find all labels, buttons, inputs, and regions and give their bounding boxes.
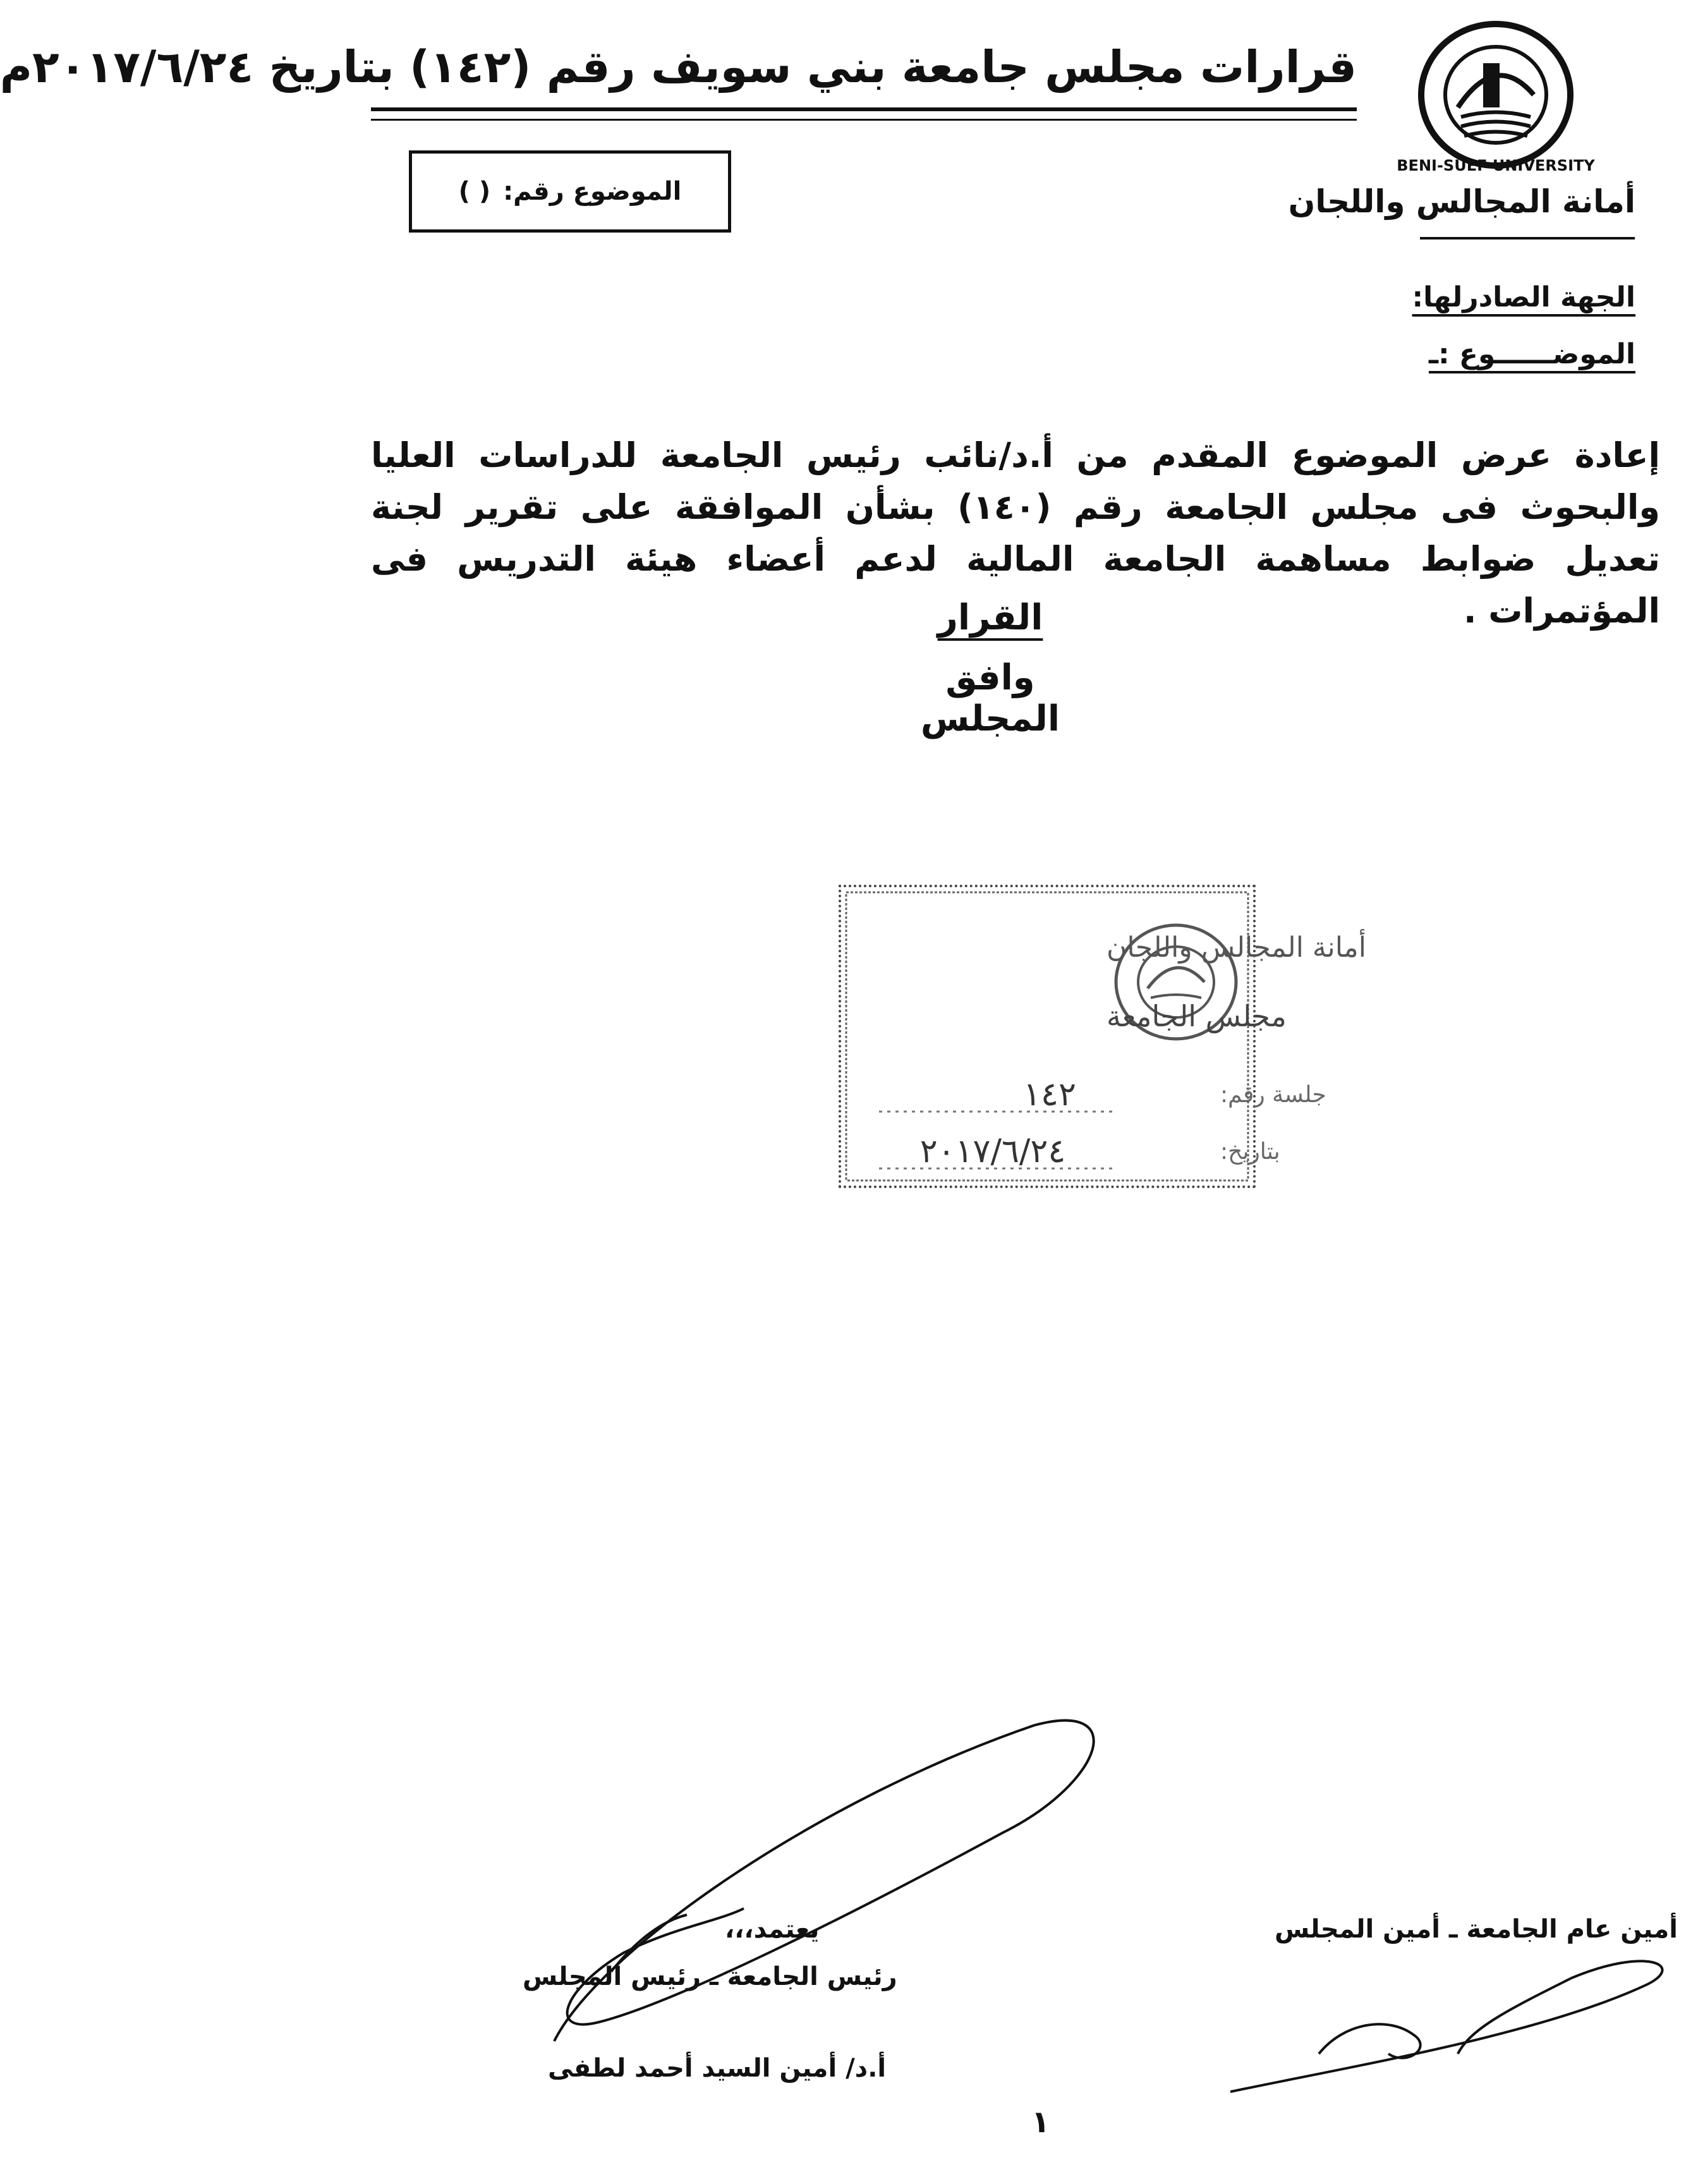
subject-number-value: ( ) <box>458 177 491 206</box>
page-number: ١ <box>1031 2104 1050 2140</box>
president-name: أ.د/ أمين السيد أحمد لطفى <box>548 2054 887 2083</box>
approval-word: يعتمد،،، <box>725 1915 820 1944</box>
logo-text: BENI-SUEF UNIVERSITY <box>1397 157 1595 174</box>
president-title: رئيس الجامعة ـ رئيس المجلس <box>523 1962 897 1991</box>
stamp-date-label: بتاريخ: <box>1220 1139 1280 1165</box>
decision-heading: القرار <box>937 597 1043 638</box>
stamp-line-1: أمانة المجالس واللجان <box>1107 931 1366 964</box>
stamp-line-2: مجلس الجامعة <box>1107 999 1287 1033</box>
page-title: قرارات مجلس جامعة بني سويف رقم (١٤٢) بتاريخ ٢٠١٧/٦/٢٤م <box>0 41 1357 93</box>
decision-text: وافق المجلس <box>920 657 1060 739</box>
stamp-session-label: جلسة رقم: <box>1220 1082 1326 1108</box>
department-name: أمانة المجالس واللجان <box>1288 183 1635 220</box>
issuing-body-label: الجهة الصادرلها: <box>1412 281 1635 313</box>
stamp-session-value: ١٤٢ <box>1023 1076 1076 1113</box>
subject-label: الموضــــــوع :ـ <box>1428 338 1635 370</box>
subject-number-label: الموضوع رقم: <box>503 177 682 206</box>
secretary-title: أمين عام الجامعة ـ أمين المجلس <box>1275 1915 1678 1944</box>
decision-body-text: إعادة عرض الموضوع المقدم من أ.د/نائب رئيس الجامعة للدراسات العليا والبحوث فى مجلس الجامعة رقم (١٤٠) بشأن الموافقة على تقرير لجنة تعديل ضوابط مساهمة الجامعة المالية لدعم أعضاء هيئة التدريس فى المؤتمرات . <box>371 435 1660 631</box>
stamp-date-value: ٢٠١٧/٦/٢٤ <box>919 1132 1066 1170</box>
